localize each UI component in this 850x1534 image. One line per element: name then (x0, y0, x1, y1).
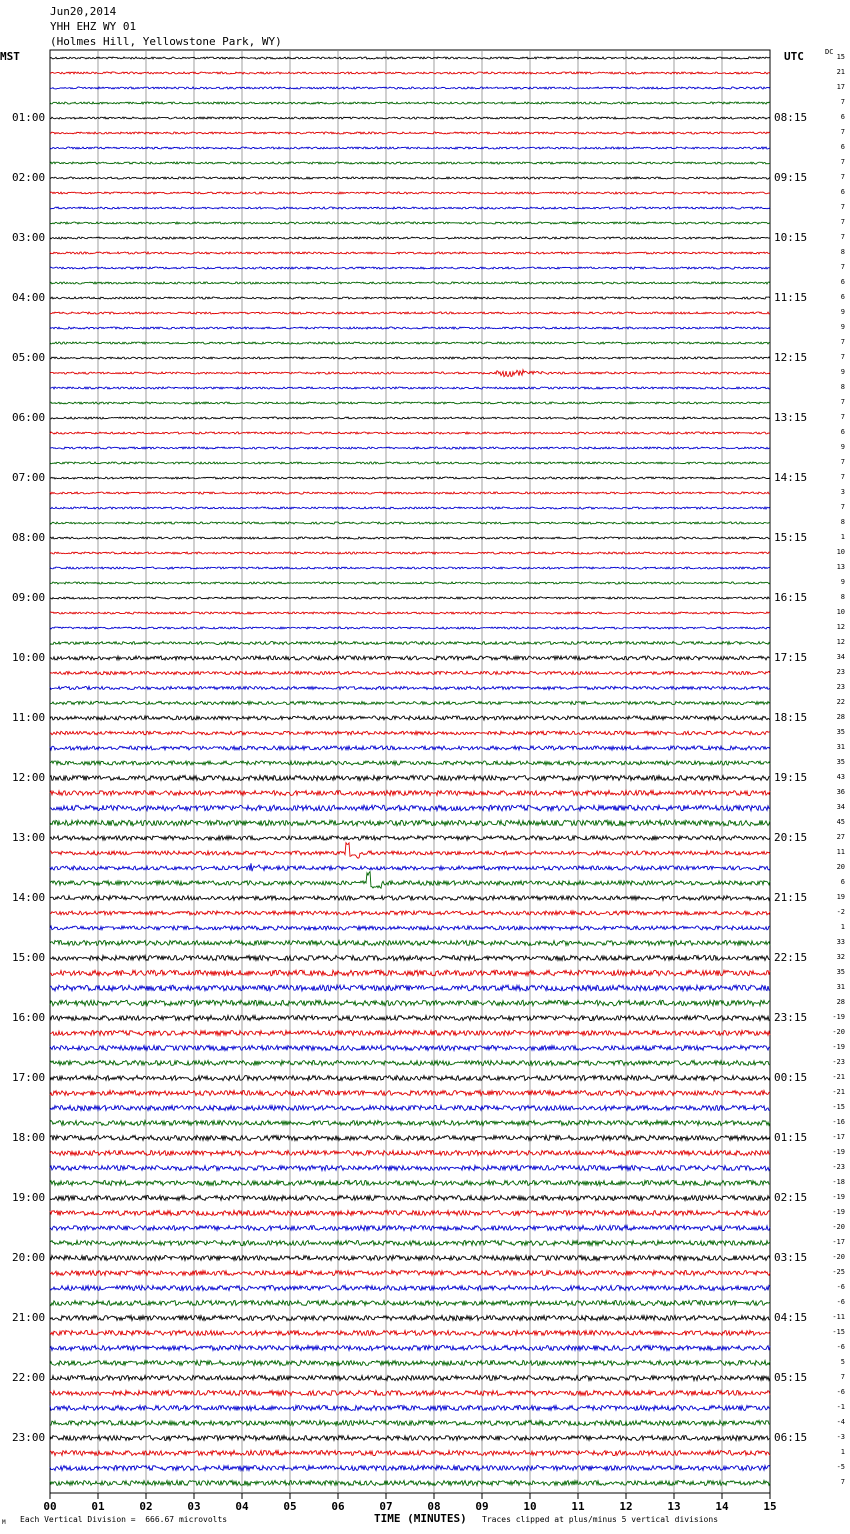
utc-hour-label: 05:15 (774, 1371, 808, 1384)
seismic-trace (50, 132, 770, 134)
dc-offset-value: -6 (836, 1343, 845, 1351)
seismic-trace (50, 941, 770, 946)
dc-offset-value: 7 (840, 173, 845, 181)
seismic-trace (50, 370, 770, 377)
dc-offset-value: 35 (836, 968, 845, 976)
seismic-trace (50, 1241, 770, 1246)
seismic-trace (50, 582, 770, 584)
seismic-trace (50, 820, 770, 826)
x-tick-label: 12 (619, 1500, 633, 1513)
seismic-trace (50, 716, 770, 720)
seismic-trace (50, 1451, 770, 1456)
dc-offset-value: 43 (836, 773, 845, 781)
seismic-trace (50, 1016, 770, 1021)
mst-hour-label: 02:00 (12, 171, 46, 184)
mst-hour-label: 20:00 (12, 1251, 46, 1264)
dc-offset-value: 31 (836, 983, 845, 991)
utc-hour-label: 19:15 (774, 771, 808, 784)
x-tick-label: 13 (667, 1500, 681, 1513)
utc-hour-label: 10:15 (774, 231, 808, 244)
dc-offset-value: -6 (836, 1388, 845, 1396)
x-tick-label: 11 (571, 1500, 585, 1513)
dc-offset-value: 10 (836, 608, 845, 616)
dc-offset-value: 12 (836, 638, 845, 646)
utc-hour-label: 22:15 (774, 951, 808, 964)
utc-hour-label: 18:15 (774, 711, 808, 724)
dc-offset-value: 21 (836, 68, 845, 76)
utc-hour-label: 17:15 (774, 651, 808, 664)
utc-hour-label: 02:15 (774, 1191, 808, 1204)
utc-hour-label: 04:15 (774, 1311, 808, 1324)
dc-offset-value: 7 (840, 218, 845, 226)
seismic-trace (50, 1211, 770, 1216)
seismic-trace (50, 836, 770, 840)
dc-offset-value: 27 (836, 833, 845, 841)
mst-hour-label: 16:00 (12, 1011, 46, 1024)
dc-offset-value: 8 (840, 383, 845, 391)
utc-hour-label: 13:15 (774, 411, 808, 424)
utc-axis-label: UTC (784, 50, 804, 63)
x-tick-label: 05 (283, 1500, 297, 1513)
seismic-trace (50, 522, 770, 524)
mst-hour-label: 14:00 (12, 891, 46, 904)
header-station: YHH EHZ WY 01 (50, 20, 137, 33)
utc-hour-label: 14:15 (774, 471, 808, 484)
dc-offset-value: 10 (836, 548, 845, 556)
seismic-trace (50, 1316, 770, 1321)
mst-hour-label: 09:00 (12, 591, 46, 604)
dc-offset-value: 23 (836, 668, 845, 676)
seismic-trace (50, 1301, 770, 1306)
dc-offset-value: -23 (832, 1058, 845, 1066)
dc-offset-value: 34 (836, 653, 845, 661)
dc-offset-value: 7 (840, 338, 845, 346)
dc-offset-value: 20 (836, 863, 845, 871)
dc-offset-value: -17 (832, 1238, 845, 1246)
seismic-trace (50, 985, 770, 991)
dc-offset-value: 8 (840, 518, 845, 526)
mst-hour-label: 07:00 (12, 471, 46, 484)
x-axis-title: TIME (MINUTES) (374, 1512, 467, 1525)
footer-clip-note: Traces clipped at plus/minus 5 vertical divisions (482, 1515, 719, 1524)
seismic-trace (50, 1106, 770, 1111)
dc-offset-value: 7 (840, 263, 845, 271)
seismic-trace (50, 237, 770, 239)
dc-offset-value: 45 (836, 818, 845, 826)
x-tick-label: 06 (331, 1500, 345, 1513)
dc-offset-value: 7 (840, 503, 845, 511)
mst-hour-label: 08:00 (12, 531, 46, 544)
dc-offset-value: 19 (836, 893, 845, 901)
seismic-trace (50, 1136, 770, 1141)
seismic-trace (50, 1181, 770, 1186)
dc-offset-value: -19 (832, 1043, 845, 1051)
seismic-trace (50, 387, 770, 389)
x-tick-label: 02 (139, 1500, 153, 1513)
dc-offset-value: -6 (836, 1298, 845, 1306)
mst-hour-label: 06:00 (12, 411, 46, 424)
seismic-trace (50, 282, 770, 284)
dc-offset-value: 7 (840, 203, 845, 211)
x-tick-label: 00 (43, 1500, 57, 1513)
dc-offset-value: 7 (840, 98, 845, 106)
seismic-trace (50, 926, 770, 930)
dc-offset-value: 31 (836, 743, 845, 751)
dc-offset-value: 7 (840, 1478, 845, 1486)
dc-offset-value: 5 (840, 1358, 845, 1366)
dc-offset-value: 9 (840, 578, 845, 586)
seismic-trace (50, 207, 770, 209)
dc-offset-value: -1 (836, 1403, 845, 1411)
dc-offset-value: 7 (840, 233, 845, 241)
seismic-trace (50, 1196, 770, 1201)
seismic-trace (50, 537, 770, 539)
seismic-trace (50, 1421, 770, 1426)
seismic-trace (50, 612, 770, 614)
dc-offset-value: 6 (840, 278, 845, 286)
dc-offset-value: -20 (832, 1028, 845, 1036)
dc-offset-value: 35 (836, 758, 845, 766)
dc-offset-value: 9 (840, 368, 845, 376)
dc-offset-value: -21 (832, 1073, 845, 1081)
mst-hour-label: 04:00 (12, 291, 46, 304)
seismic-trace (50, 1361, 770, 1366)
dc-offset-value: 7 (840, 158, 845, 166)
seismic-trace (50, 297, 770, 299)
dc-offset-value: 33 (836, 938, 845, 946)
dc-offset-value: 17 (836, 83, 845, 91)
seismic-trace (50, 956, 770, 961)
seismic-trace (50, 843, 770, 858)
seismic-trace (50, 746, 770, 750)
seismic-trace (50, 1271, 770, 1276)
seismic-trace (50, 1166, 770, 1171)
seismic-trace (50, 222, 770, 224)
mst-axis-label: MST (0, 50, 20, 63)
dc-offset-value: -4 (836, 1418, 845, 1426)
mst-hour-label: 19:00 (12, 1191, 46, 1204)
dc-offset-value: -20 (832, 1223, 845, 1231)
dc-offset-value: 8 (840, 593, 845, 601)
seismic-trace (50, 671, 770, 674)
dc-offset-value: 9 (840, 443, 845, 451)
seismic-trace (50, 432, 770, 434)
seismic-trace (50, 147, 770, 149)
seismic-trace (50, 896, 770, 900)
dc-offset-value: 15 (836, 53, 845, 61)
seismic-trace (50, 567, 770, 569)
utc-hour-label: 21:15 (774, 891, 808, 904)
seismic-trace (50, 462, 770, 464)
seismic-trace (50, 1481, 770, 1486)
utc-hour-label: 09:15 (774, 171, 808, 184)
seismic-trace (50, 192, 770, 194)
utc-hour-label: 16:15 (774, 591, 808, 604)
mst-hour-label: 22:00 (12, 1371, 46, 1384)
seismic-trace (50, 417, 770, 419)
seismic-trace (50, 342, 770, 344)
dc-offset-value: 13 (836, 563, 845, 571)
dc-offset-value: 7 (840, 458, 845, 466)
dc-offset-value: -15 (832, 1103, 845, 1111)
dc-offset-value: 22 (836, 698, 845, 706)
x-tick-label: 08 (427, 1500, 441, 1513)
utc-hour-label: 15:15 (774, 531, 808, 544)
x-tick-label: 07 (379, 1500, 393, 1513)
mst-hour-label: 23:00 (12, 1431, 46, 1444)
dc-offset-value: 7 (840, 473, 845, 481)
utc-hour-label: 00:15 (774, 1071, 808, 1084)
dc-offset-value: -20 (832, 1253, 845, 1261)
dc-offset-value: 35 (836, 728, 845, 736)
dc-offset-value: 28 (836, 998, 845, 1006)
seismic-trace (50, 761, 770, 765)
seismic-trace (50, 1031, 770, 1036)
seismic-trace (50, 1406, 770, 1411)
seismic-trace (50, 1061, 770, 1066)
seismic-trace (50, 1000, 770, 1006)
dc-offset-value: -25 (832, 1268, 845, 1276)
seismic-trace (50, 686, 770, 689)
seismic-trace (50, 1076, 770, 1081)
dc-offset-value: 7 (840, 413, 845, 421)
dc-offset-value: 6 (840, 113, 845, 121)
dc-offset-value: -3 (836, 1433, 845, 1441)
seismic-trace (50, 477, 770, 479)
dc-offset-value: -15 (832, 1328, 845, 1336)
utc-hour-label: 23:15 (774, 1011, 808, 1024)
seismic-trace (50, 911, 770, 915)
seismic-trace (50, 1151, 770, 1156)
dc-offset-value: -17 (832, 1133, 845, 1141)
mst-hour-label: 03:00 (12, 231, 46, 244)
dc-offset-value: 6 (840, 188, 845, 196)
seismic-trace (50, 1346, 770, 1351)
dc-offset-value: 1 (840, 1448, 845, 1456)
dc-offset-value: -16 (832, 1118, 845, 1126)
seismic-trace (50, 1226, 770, 1231)
dc-label: DC (825, 48, 834, 56)
seismic-trace (50, 1391, 770, 1396)
header-location: (Holmes Hill, Yellowstone Park, WY) (50, 35, 282, 48)
seismic-trace (50, 57, 770, 59)
seismic-trace (50, 117, 770, 119)
seismic-trace (50, 102, 770, 104)
seismic-trace (50, 492, 770, 494)
dc-offset-value: 1 (840, 923, 845, 931)
seismic-trace (50, 402, 770, 404)
dc-offset-value: 34 (836, 803, 845, 811)
mst-hour-label: 01:00 (12, 111, 46, 124)
seismic-trace (50, 1256, 770, 1261)
seismic-trace (50, 327, 770, 329)
mst-hour-label: 11:00 (12, 711, 46, 724)
dc-offset-value: 8 (840, 248, 845, 256)
seismic-trace (50, 177, 770, 179)
utc-hour-label: 06:15 (774, 1431, 808, 1444)
dc-offset-value: 7 (840, 398, 845, 406)
mst-hour-label: 05:00 (12, 351, 46, 364)
seismic-trace (50, 267, 770, 269)
seismic-trace (50, 552, 770, 554)
seismic-trace (50, 1046, 770, 1051)
seismic-trace (50, 507, 770, 509)
x-tick-label: 10 (523, 1500, 537, 1513)
dc-offset-value: 1 (840, 533, 845, 541)
seismic-trace (50, 252, 770, 254)
dc-offset-value: 7 (840, 353, 845, 361)
dc-offset-value: 9 (840, 323, 845, 331)
dc-offset-value: -19 (832, 1193, 845, 1201)
footer-mark: M (2, 1519, 6, 1526)
mst-hour-label: 15:00 (12, 951, 46, 964)
mst-hour-label: 18:00 (12, 1131, 46, 1144)
seismic-trace (50, 627, 770, 629)
seismic-trace (50, 872, 770, 889)
x-tick-label: 14 (715, 1500, 729, 1513)
dc-offset-value: 3 (840, 488, 845, 496)
seismic-trace (50, 1436, 770, 1441)
mst-hour-label: 17:00 (12, 1071, 46, 1084)
dc-offset-value: -2 (836, 908, 845, 916)
seismic-trace (50, 357, 770, 359)
footer-division-note: Each Vertical Division = 666.67 microvolts (20, 1515, 228, 1524)
x-tick-label: 04 (235, 1500, 249, 1513)
dc-offset-value: 28 (836, 713, 845, 721)
x-tick-label: 15 (763, 1500, 777, 1513)
dc-offset-value: 12 (836, 623, 845, 631)
seismic-trace (50, 791, 770, 796)
mst-hour-label: 10:00 (12, 651, 46, 664)
dc-offset-value: 6 (840, 293, 845, 301)
seismic-trace (50, 447, 770, 449)
x-tick-label: 03 (187, 1500, 201, 1513)
utc-hour-label: 12:15 (774, 351, 808, 364)
seismic-trace (50, 1121, 770, 1126)
dc-offset-value: 9 (840, 308, 845, 316)
seismic-trace (50, 701, 770, 704)
seismic-trace (50, 642, 770, 645)
mst-hour-label: 13:00 (12, 831, 46, 844)
dc-offset-value: 7 (840, 1373, 845, 1381)
dc-offset-value: 11 (836, 848, 845, 856)
seismic-trace (50, 656, 770, 660)
dc-offset-value: -23 (832, 1163, 845, 1171)
utc-hour-label: 20:15 (774, 831, 808, 844)
dc-offset-value: 7 (840, 128, 845, 136)
seismic-trace (50, 87, 770, 89)
seismic-trace (50, 805, 770, 811)
seismic-trace (50, 1466, 770, 1471)
plot-frame (50, 50, 770, 1493)
dc-offset-value: -18 (832, 1178, 845, 1186)
seismic-trace (50, 312, 770, 314)
dc-offset-value: 6 (840, 428, 845, 436)
seismic-trace (50, 1091, 770, 1096)
seismic-trace (50, 776, 770, 781)
seismic-trace (50, 597, 770, 599)
seismic-trace (50, 970, 770, 976)
dc-offset-value: 23 (836, 683, 845, 691)
dc-offset-value: -11 (832, 1313, 845, 1321)
mst-hour-label: 12:00 (12, 771, 46, 784)
dc-offset-value: 6 (840, 143, 845, 151)
utc-hour-label: 08:15 (774, 111, 808, 124)
dc-offset-value: -19 (832, 1148, 845, 1156)
utc-hour-label: 11:15 (774, 291, 808, 304)
dc-offset-value: -19 (832, 1208, 845, 1216)
x-tick-label: 01 (91, 1500, 105, 1513)
x-tick-label: 09 (475, 1500, 489, 1513)
dc-offset-value: -6 (836, 1283, 845, 1291)
utc-hour-label: 01:15 (774, 1131, 808, 1144)
seismic-trace (50, 731, 770, 735)
seismic-trace (50, 1331, 770, 1336)
mst-hour-label: 21:00 (12, 1311, 46, 1324)
seismic-trace (50, 162, 770, 164)
dc-offset-value: -21 (832, 1088, 845, 1096)
dc-offset-value: -5 (836, 1463, 845, 1471)
dc-offset-value: 6 (840, 878, 845, 886)
dc-offset-value: 36 (836, 788, 845, 796)
seismic-trace (50, 72, 770, 74)
seismic-trace (50, 1286, 770, 1291)
header-date: Jun20,2014 (50, 5, 117, 18)
seismic-trace (50, 863, 770, 871)
utc-hour-label: 03:15 (774, 1251, 808, 1264)
seismic-trace (50, 1376, 770, 1381)
dc-offset-value: -19 (832, 1013, 845, 1021)
dc-offset-value: 32 (836, 953, 845, 961)
